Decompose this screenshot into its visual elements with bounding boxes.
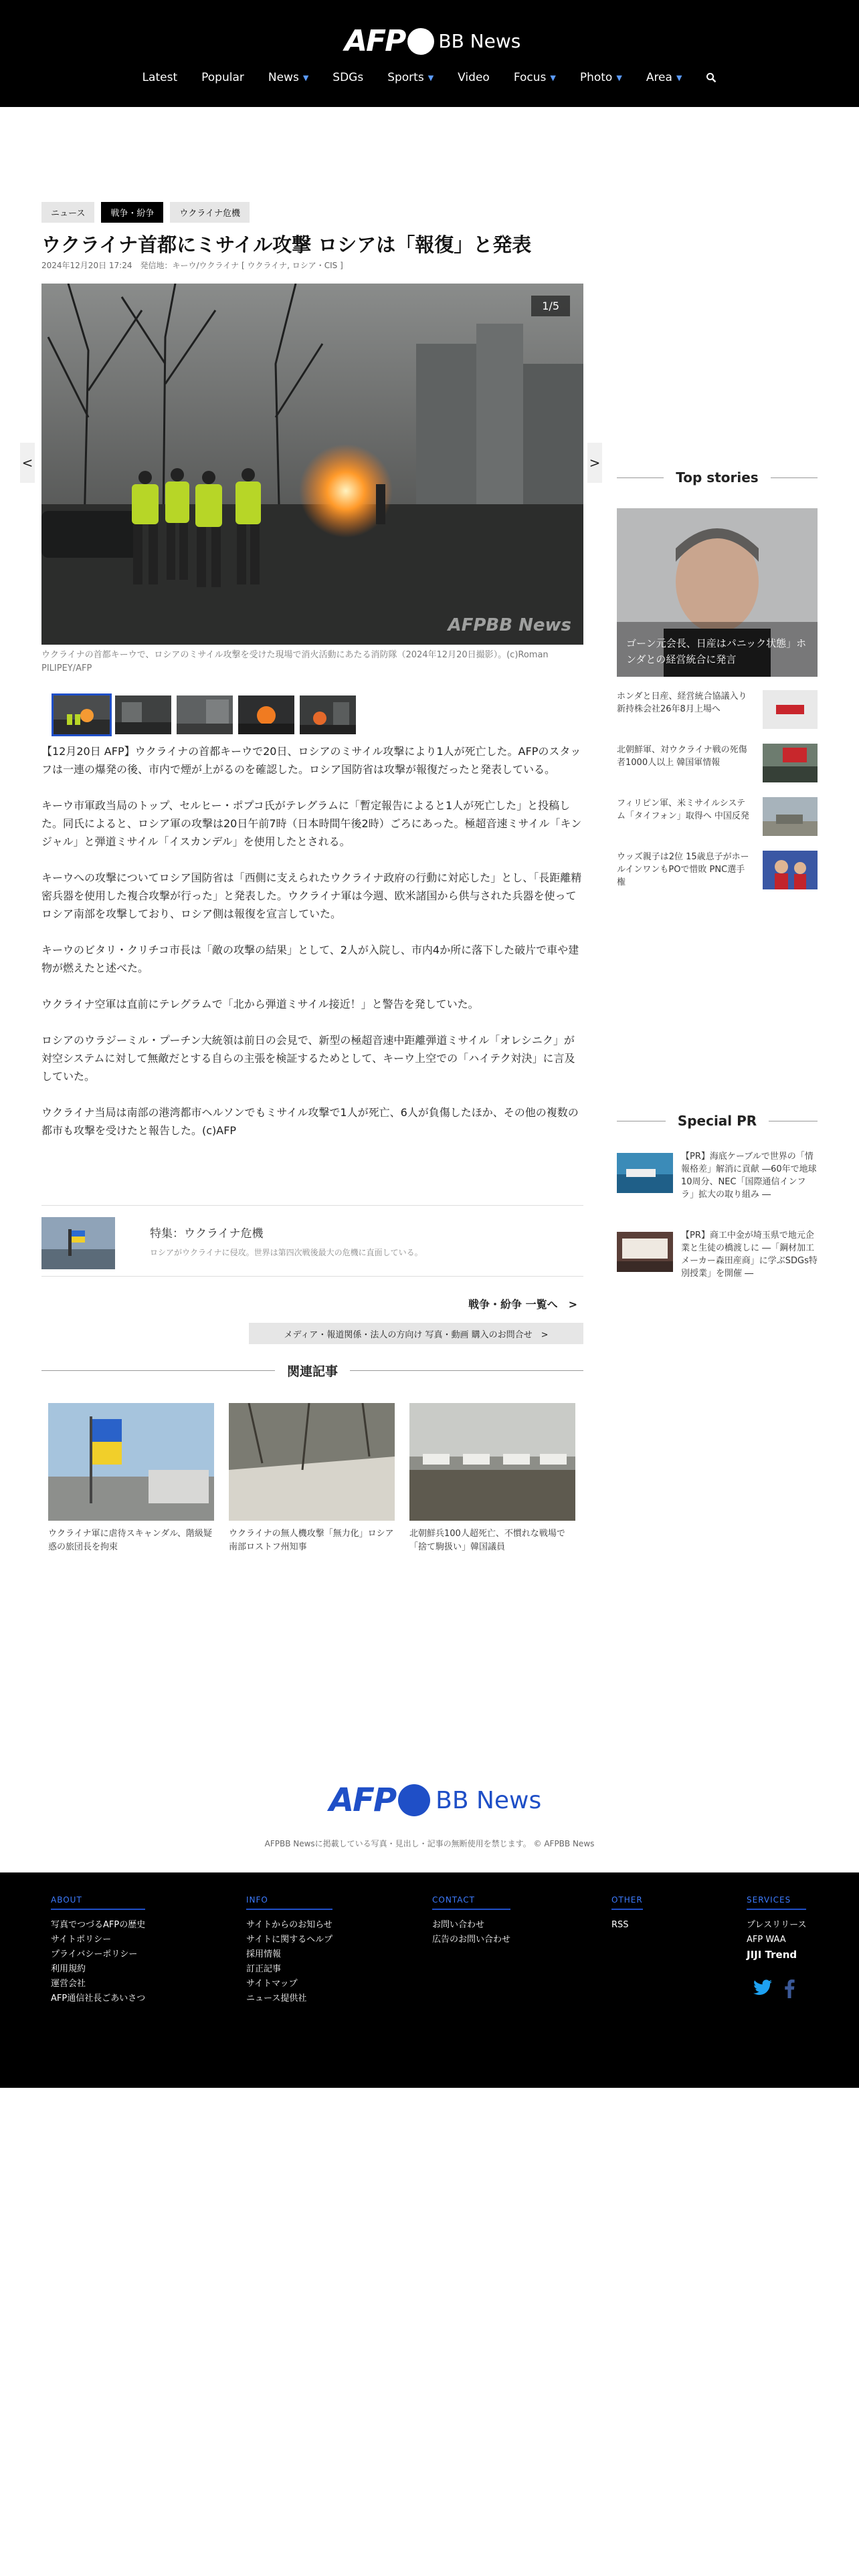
site-logo[interactable] bbox=[345, 24, 520, 58]
chevron-down-icon: ▼ bbox=[302, 73, 309, 82]
footer-link[interactable]: AFP通信社長ごあいさつ bbox=[51, 1994, 146, 2004]
related-heading bbox=[41, 1362, 583, 1380]
story-title: 北朝鮮軍、対ウクライナ戦の死傷者1000人以上 韓国軍情報 bbox=[617, 745, 747, 768]
special-pr-heading-text: Special PR bbox=[677, 1113, 757, 1129]
divider bbox=[771, 477, 818, 478]
search-icon[interactable] bbox=[694, 71, 729, 84]
related-item[interactable] bbox=[229, 1403, 395, 1554]
feature-description: ロシアがウクライナに侵攻。世界は第四次戦後最大の危機に直面している。 bbox=[150, 1248, 423, 1257]
feature-thumbnail bbox=[41, 1217, 115, 1269]
related-item[interactable] bbox=[409, 1403, 575, 1554]
footer-link[interactable]: サイトポリシー bbox=[51, 1935, 112, 1945]
footer-column-heading: CONTACT bbox=[432, 1895, 510, 1910]
pr-item[interactable] bbox=[617, 1229, 818, 1284]
tag-ukraine-crisis[interactable]: ウクライナ危機 bbox=[170, 202, 250, 223]
chevron-down-icon: ▼ bbox=[550, 73, 556, 82]
related-image bbox=[409, 1403, 575, 1521]
social-links bbox=[753, 1979, 795, 2001]
pr-image bbox=[617, 1232, 673, 1272]
story-title: ウッズ親子は2位 15歳息子がホールインワンもPOで惜敗 PNC選手権 bbox=[617, 852, 749, 887]
related-item[interactable] bbox=[48, 1403, 214, 1554]
nav-item-sports[interactable] bbox=[375, 71, 446, 84]
footer-link[interactable]: 写真でつづるAFPの歴史 bbox=[51, 1920, 146, 1930]
nav-item-sdgs[interactable] bbox=[320, 71, 375, 84]
tag-news[interactable]: ニュース bbox=[41, 202, 94, 223]
story-image bbox=[763, 744, 818, 782]
chevron-down-icon: ▼ bbox=[676, 73, 682, 82]
footer-link[interactable]: サイトからのお知らせ bbox=[246, 1920, 332, 1930]
nav-item-popular[interactable] bbox=[189, 71, 256, 84]
logo-bb-text: BB News bbox=[438, 30, 521, 52]
logo-afp-text: AFP bbox=[345, 24, 405, 58]
slide-counter: 1/5 bbox=[531, 296, 570, 316]
hero-title: ゴーン元会長、日産はパニック状態」ホンダとの経営統合に発言 bbox=[626, 637, 807, 665]
footer-column-heading: OTHER bbox=[611, 1895, 643, 1910]
war-list-link[interactable]: 戦争・紛争 一覧へ > bbox=[468, 1298, 577, 1311]
thumbnail-3[interactable] bbox=[177, 695, 233, 734]
slider-prev-button[interactable]: < bbox=[20, 443, 35, 483]
article-body bbox=[41, 742, 583, 1158]
footer-link[interactable]: サイトに関するヘルプ bbox=[246, 1935, 333, 1945]
nav-item-label: Focus bbox=[513, 71, 547, 84]
thumbnail-1[interactable] bbox=[54, 695, 110, 734]
nav-item-label: Photo bbox=[579, 71, 613, 84]
top-stories-heading-text: Top stories bbox=[676, 469, 759, 486]
paragraph: ウクライナ空軍は直前にテレグラムで「北から弾道ミサイル接近！」と警告を発していた。 bbox=[41, 998, 479, 1010]
feature-title[interactable]: 特集：ウクライナ危機 bbox=[150, 1227, 264, 1241]
paragraph: キーウへの攻撃についてロシア国防省は「西側に支えられたウクライナ政府の行動に対応した」とし、「長距離精密兵器を使用した複合攻撃が行った」と発表した。ウクライナ軍は今週、欧米諸国から供与された兵器を使ってロシア南部を攻撃しており、ロシア側は報復を宣言していた。 bbox=[41, 871, 582, 920]
logo-dot bbox=[398, 1784, 430, 1816]
nav-item-video[interactable] bbox=[446, 71, 502, 84]
related-heading-text: 関連記事 bbox=[287, 1364, 339, 1379]
top-story-hero[interactable] bbox=[617, 508, 818, 677]
twitter-icon[interactable] bbox=[753, 1979, 772, 2001]
footer-link[interactable]: JIJI Trend bbox=[747, 1949, 797, 1961]
footer-link[interactable]: プライバシーポリシー bbox=[51, 1949, 138, 1959]
tag-war[interactable]: 戦争・紛争 bbox=[101, 202, 163, 223]
footer-link[interactable]: サイトマップ bbox=[246, 1979, 298, 1989]
pr-title: 【PR】商工中金が埼玉県で地元企業と生徒の橋渡しに ―「鋼材加工メーカー森田産商」に学ぶSDGs特別授業」を開催 ― bbox=[681, 1230, 818, 1279]
divider bbox=[41, 1205, 583, 1206]
footer-column-heading: ABOUT bbox=[51, 1895, 145, 1910]
nav-item-latest[interactable] bbox=[130, 71, 190, 84]
story-title: フィリピン軍、米ミサイルシステム「タイフォン」取得へ 中国反発 bbox=[617, 798, 749, 821]
main-photo bbox=[41, 284, 583, 645]
footer-link[interactable]: 訂正記事 bbox=[246, 1964, 282, 1974]
footer-link[interactable]: 利用規約 bbox=[51, 1964, 86, 1974]
nav-item-area[interactable] bbox=[634, 71, 694, 84]
story-image bbox=[763, 690, 818, 729]
footer-column-other bbox=[611, 1895, 643, 1933]
thumbnail-4[interactable] bbox=[238, 695, 294, 734]
nav-item-label: Latest bbox=[142, 71, 178, 84]
footer-link[interactable]: プレスリリース bbox=[747, 1920, 807, 1930]
related-title: ウクライナ軍に虐待スキャンダル、階級疑惑の旅団長を拘束 bbox=[48, 1529, 213, 1552]
article-meta: 2024年12月20日 17:24 発信地：キーウ/ウクライナ [ ウクライナ, ロシア・CIS ] bbox=[41, 261, 343, 270]
footer-column-services bbox=[747, 1895, 806, 1962]
nav-item-photo[interactable] bbox=[568, 71, 634, 84]
related-image bbox=[229, 1403, 395, 1521]
feature-ukraine-crisis[interactable] bbox=[41, 1217, 583, 1271]
pr-item[interactable] bbox=[617, 1150, 818, 1205]
story-title: ホンダと日産、経営統合協議入り 新持株会社26年8月上場へ bbox=[617, 691, 747, 714]
pr-image bbox=[617, 1153, 673, 1193]
thumbnail-strip bbox=[54, 695, 356, 734]
chevron-down-icon: ▼ bbox=[616, 73, 622, 82]
footer-column-contact bbox=[432, 1895, 510, 1947]
nav-item-focus[interactable] bbox=[502, 71, 568, 84]
main-nav bbox=[0, 71, 859, 84]
nav-item-label: SDGs bbox=[332, 71, 364, 84]
photo-slider[interactable] bbox=[41, 284, 583, 645]
footer-column-heading: SERVICES bbox=[747, 1895, 806, 1910]
special-pr-heading bbox=[617, 1113, 818, 1129]
footer-link[interactable]: RSS bbox=[611, 1920, 629, 1930]
media-contact-button[interactable]: メディア・報道関係・法人の方向け 写真・動画 購入のお問合せ > bbox=[249, 1323, 583, 1344]
paragraph: 【12月20日 AFP】ウクライナの首都キーウで20日、ロシアのミサイル攻撃により1人が死亡した。AFPのスタッフは一連の爆発の後、市内で煙が上がるのを確認した。ロシア国防省は攻撃が報復だったと発表している。 bbox=[41, 745, 581, 776]
top-stories-heading bbox=[617, 469, 818, 486]
logo-afp-text: AFP bbox=[329, 1782, 396, 1819]
nav-item-label: Sports bbox=[387, 71, 424, 84]
article-title: ウクライナ首都にミサイル攻撃 ロシアは「報復」と発表 bbox=[41, 233, 532, 256]
related-image bbox=[48, 1403, 214, 1521]
slider-next-button[interactable]: > bbox=[587, 443, 602, 483]
nav-item-label: Video bbox=[458, 71, 490, 84]
logo-bb-text: BB News bbox=[436, 1786, 542, 1814]
divider bbox=[350, 1370, 583, 1371]
facebook-icon[interactable] bbox=[784, 1979, 795, 2001]
related-title: ウクライナの無人機攻撃「無力化」ロシア南部ロストフ州知事 bbox=[229, 1529, 394, 1552]
related-title: 北朝鮮兵100人超死亡、不慣れな戦場で「捨て駒扱い」韓国議員 bbox=[409, 1529, 565, 1552]
story-image bbox=[763, 797, 818, 836]
footer-column-about bbox=[51, 1895, 145, 2006]
paragraph: キーウのビタリ・クリチコ市長は「敵の攻撃の結果」として、2人が入院し、市内4か所に落下した破片で車や建物が燃えたと述べた。 bbox=[41, 944, 579, 974]
nav-item-label: Popular bbox=[201, 71, 244, 84]
footer-link[interactable]: ニュース提供社 bbox=[246, 1994, 307, 2004]
divider bbox=[617, 477, 664, 478]
paragraph: ウクライナ当局は南部の港湾都市ヘルソンでもミサイル攻撃で1人が死亡、6人が負傷したほか、その他の複数の都市も攻撃を受けたと報告した。(c)AFP bbox=[41, 1106, 579, 1137]
copyright-text: AFPBB Newsに掲載している写真・見出し・記事の無断使用を禁じます。 © AFPBB News bbox=[264, 1839, 595, 1848]
thumbnail-2[interactable] bbox=[115, 695, 171, 734]
site-footer bbox=[0, 1872, 859, 2088]
footer-link[interactable]: お問い合わせ bbox=[432, 1920, 485, 1930]
footer-link[interactable]: 運営会社 bbox=[51, 1979, 86, 1989]
thumbnail-5[interactable] bbox=[300, 695, 356, 734]
footer-column-info bbox=[246, 1895, 332, 2006]
nav-item-label: Area bbox=[646, 71, 672, 84]
nav-item-label: News bbox=[268, 71, 299, 84]
paragraph: キーウ市軍政当局のトップ、セルヒー・ポプコ氏がテレグラムに「暫定報告によると1人が死亡した」と投稿した。同氏によると、ロシア軍の攻撃は20日午前7時（日本時間午後2時）ごろにあった。極超音速ミサイル「キンジャル」と弾道ミサイル「イスカンデル」を使用したとされる。 bbox=[41, 799, 582, 848]
footer-link[interactable]: 広告のお問い合わせ bbox=[432, 1935, 511, 1945]
footer-link[interactable]: AFP WAA bbox=[747, 1935, 786, 1945]
top-story-item[interactable] bbox=[617, 851, 818, 892]
photo-caption: ウクライナの首都キーウで、ロシアのミサイル攻撃を受けた現場で消火活動にあたる消防隊（2024年12月20日撮影）。(c)Roman PILIPEY/AFP bbox=[41, 650, 549, 673]
pr-title: 【PR】海底ケーブルで世界の「情報格差」解消に貢献 ―60年で地球10周分、NEC「国際通信インフラ」拡大の取り組み ― bbox=[681, 1152, 817, 1200]
article-tags bbox=[41, 202, 250, 223]
chevron-down-icon: ▼ bbox=[427, 73, 434, 82]
story-image bbox=[763, 851, 818, 889]
top-story-item[interactable] bbox=[617, 744, 818, 785]
logo-dot bbox=[407, 28, 434, 55]
footer-column-heading: INFO bbox=[246, 1895, 332, 1910]
photo-watermark: AFPBB News bbox=[448, 615, 571, 635]
footer-link[interactable]: 採用情報 bbox=[246, 1949, 282, 1959]
paragraph: ロシアのウラジーミル・プーチン大統領は前日の会見で、新型の極超音速中距離弾道ミサイル「オレシニク」が対空システムに対して無敵だとする自らの主張を検証するためとして、キーウ上空での「ハイテク対決」に言及していた。 bbox=[41, 1034, 575, 1083]
divider bbox=[41, 1370, 275, 1371]
footer-logo[interactable] bbox=[329, 1782, 541, 1819]
top-story-item[interactable] bbox=[617, 797, 818, 839]
nav-item-news[interactable] bbox=[256, 71, 320, 84]
site-header bbox=[0, 0, 859, 107]
top-story-item[interactable] bbox=[617, 690, 818, 732]
divider bbox=[41, 1276, 583, 1277]
